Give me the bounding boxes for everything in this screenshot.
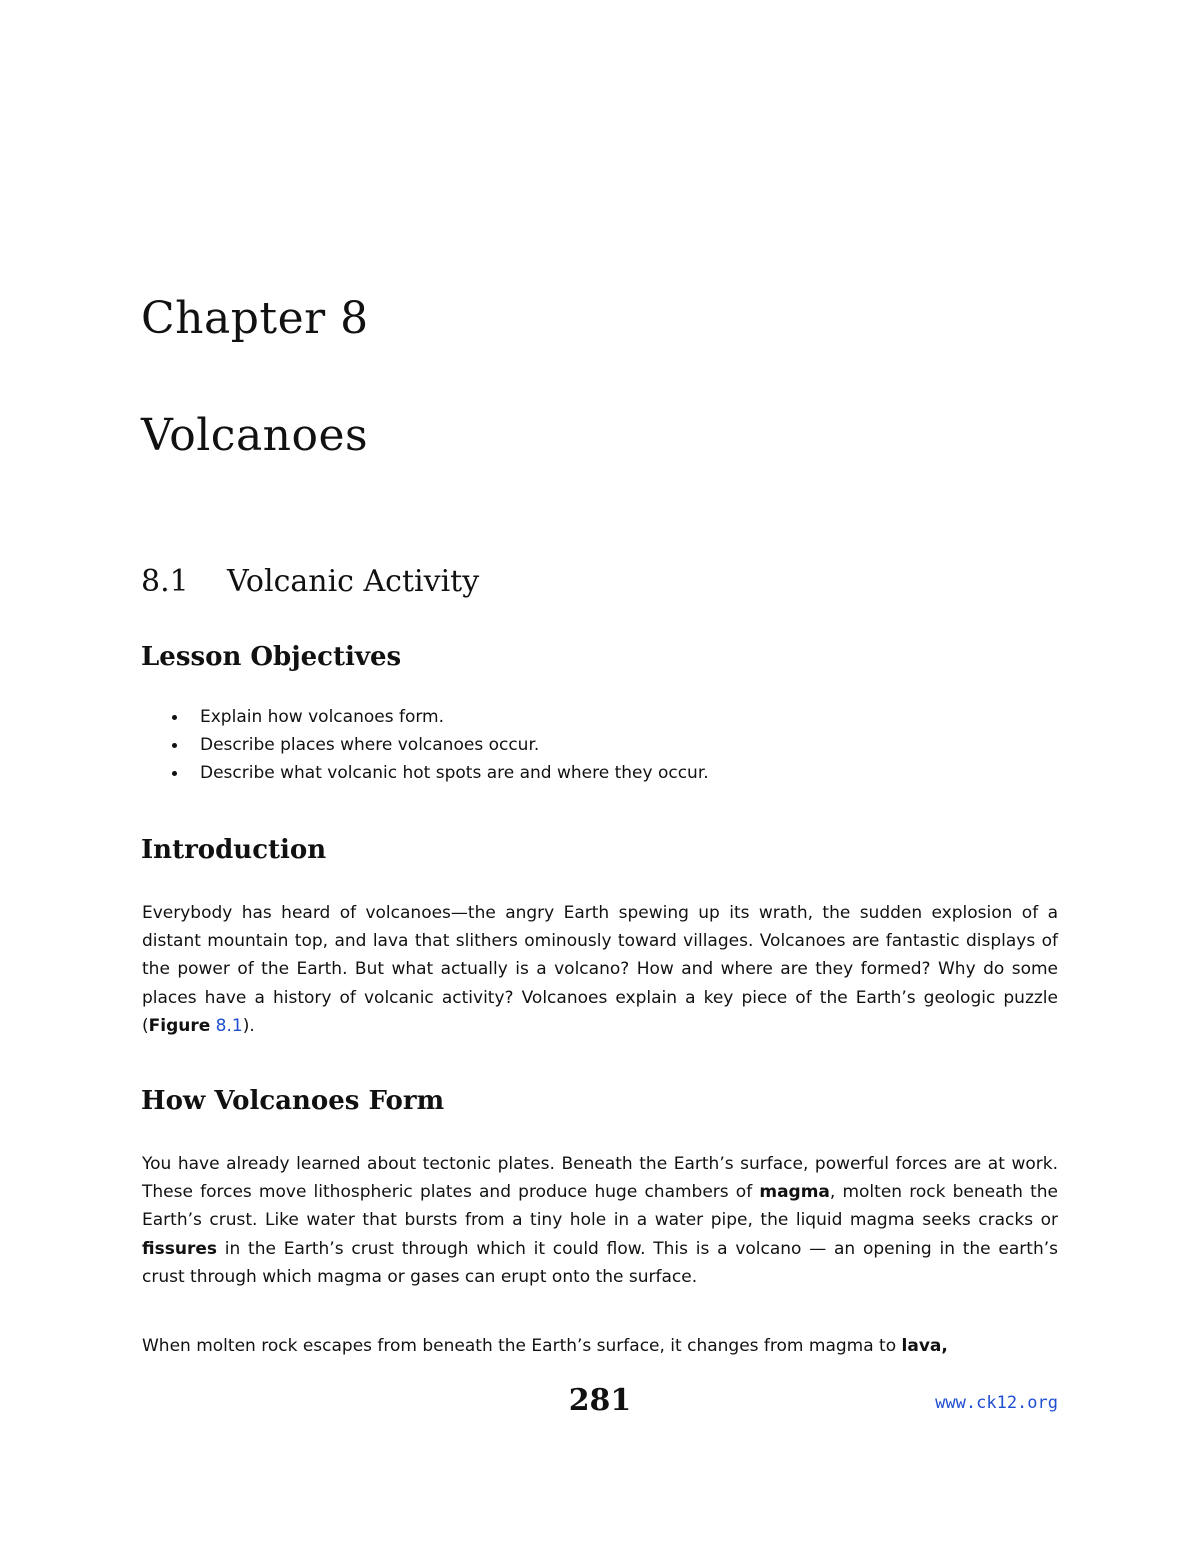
chapter-title: Volcanoes <box>141 410 369 461</box>
how-form-paragraph-1: You have already learned about tectonic plates. Beneath the Earth’s surface, powerful forces are at work. These forces move lithospheric plates and produce huge chambers of magma, molten rock beneath the Earth’s crust. Like water that bursts from a tiny hole in a water pipe, the liquid magma seeks cracks or fissures in the Earth’s crust through which it could flow. This is a volcano — an opening in the earth’s crust through which magma or gases can erupt onto the surface. <box>142 1154 1058 1287</box>
term-fissures: fissures <box>142 1238 217 1259</box>
how-volcanoes-form-heading: How Volcanoes Form <box>141 1086 445 1116</box>
bullet-icon <box>172 715 177 720</box>
list-item: Explain how volcanoes form. <box>172 703 1072 731</box>
bullet-icon <box>172 771 177 776</box>
term-lava: lava, <box>901 1336 948 1356</box>
section-heading <box>141 564 479 599</box>
section-title: Volcanic Activity <box>227 564 480 599</box>
term-magma: magma <box>759 1182 830 1203</box>
how-form-paragraph-2: When molten rock escapes from beneath the Earth’s surface, it changes from magma to lava, <box>142 1336 948 1356</box>
list-item: Describe what volcanic hot spots are and where they occur. <box>172 759 1072 787</box>
list-item: Describe places where volcanoes occur. <box>172 731 1072 759</box>
objectives-list <box>172 703 1072 787</box>
figure-word: Figure <box>148 1015 211 1036</box>
introduction-paragraph: Everybody has heard of volcanoes—the angry Earth spewing up its wrath, the sudden explosion of a distant mountain top, and lava that slithers ominously toward villages. Volcanoes are fantastic displays of the power of the Earth. But what actually is a volcano? How and where are they formed? Why do some places have a history of volcanic activity? Volcanoes explain a key piece of the Earth’s geologic puzzle (Figure 8.1). <box>142 903 1058 1036</box>
figure-link[interactable]: 8.1 <box>215 1015 243 1036</box>
section-number: 8.1 <box>141 564 189 599</box>
page-number: 281 <box>568 1383 632 1418</box>
objectives-heading: Lesson Objectives <box>141 642 402 672</box>
introduction-heading: Introduction <box>141 835 327 865</box>
chapter-label: Chapter 8 <box>141 293 369 344</box>
site-link[interactable]: www.ck12.org <box>935 1393 1058 1413</box>
bullet-icon <box>172 743 177 748</box>
